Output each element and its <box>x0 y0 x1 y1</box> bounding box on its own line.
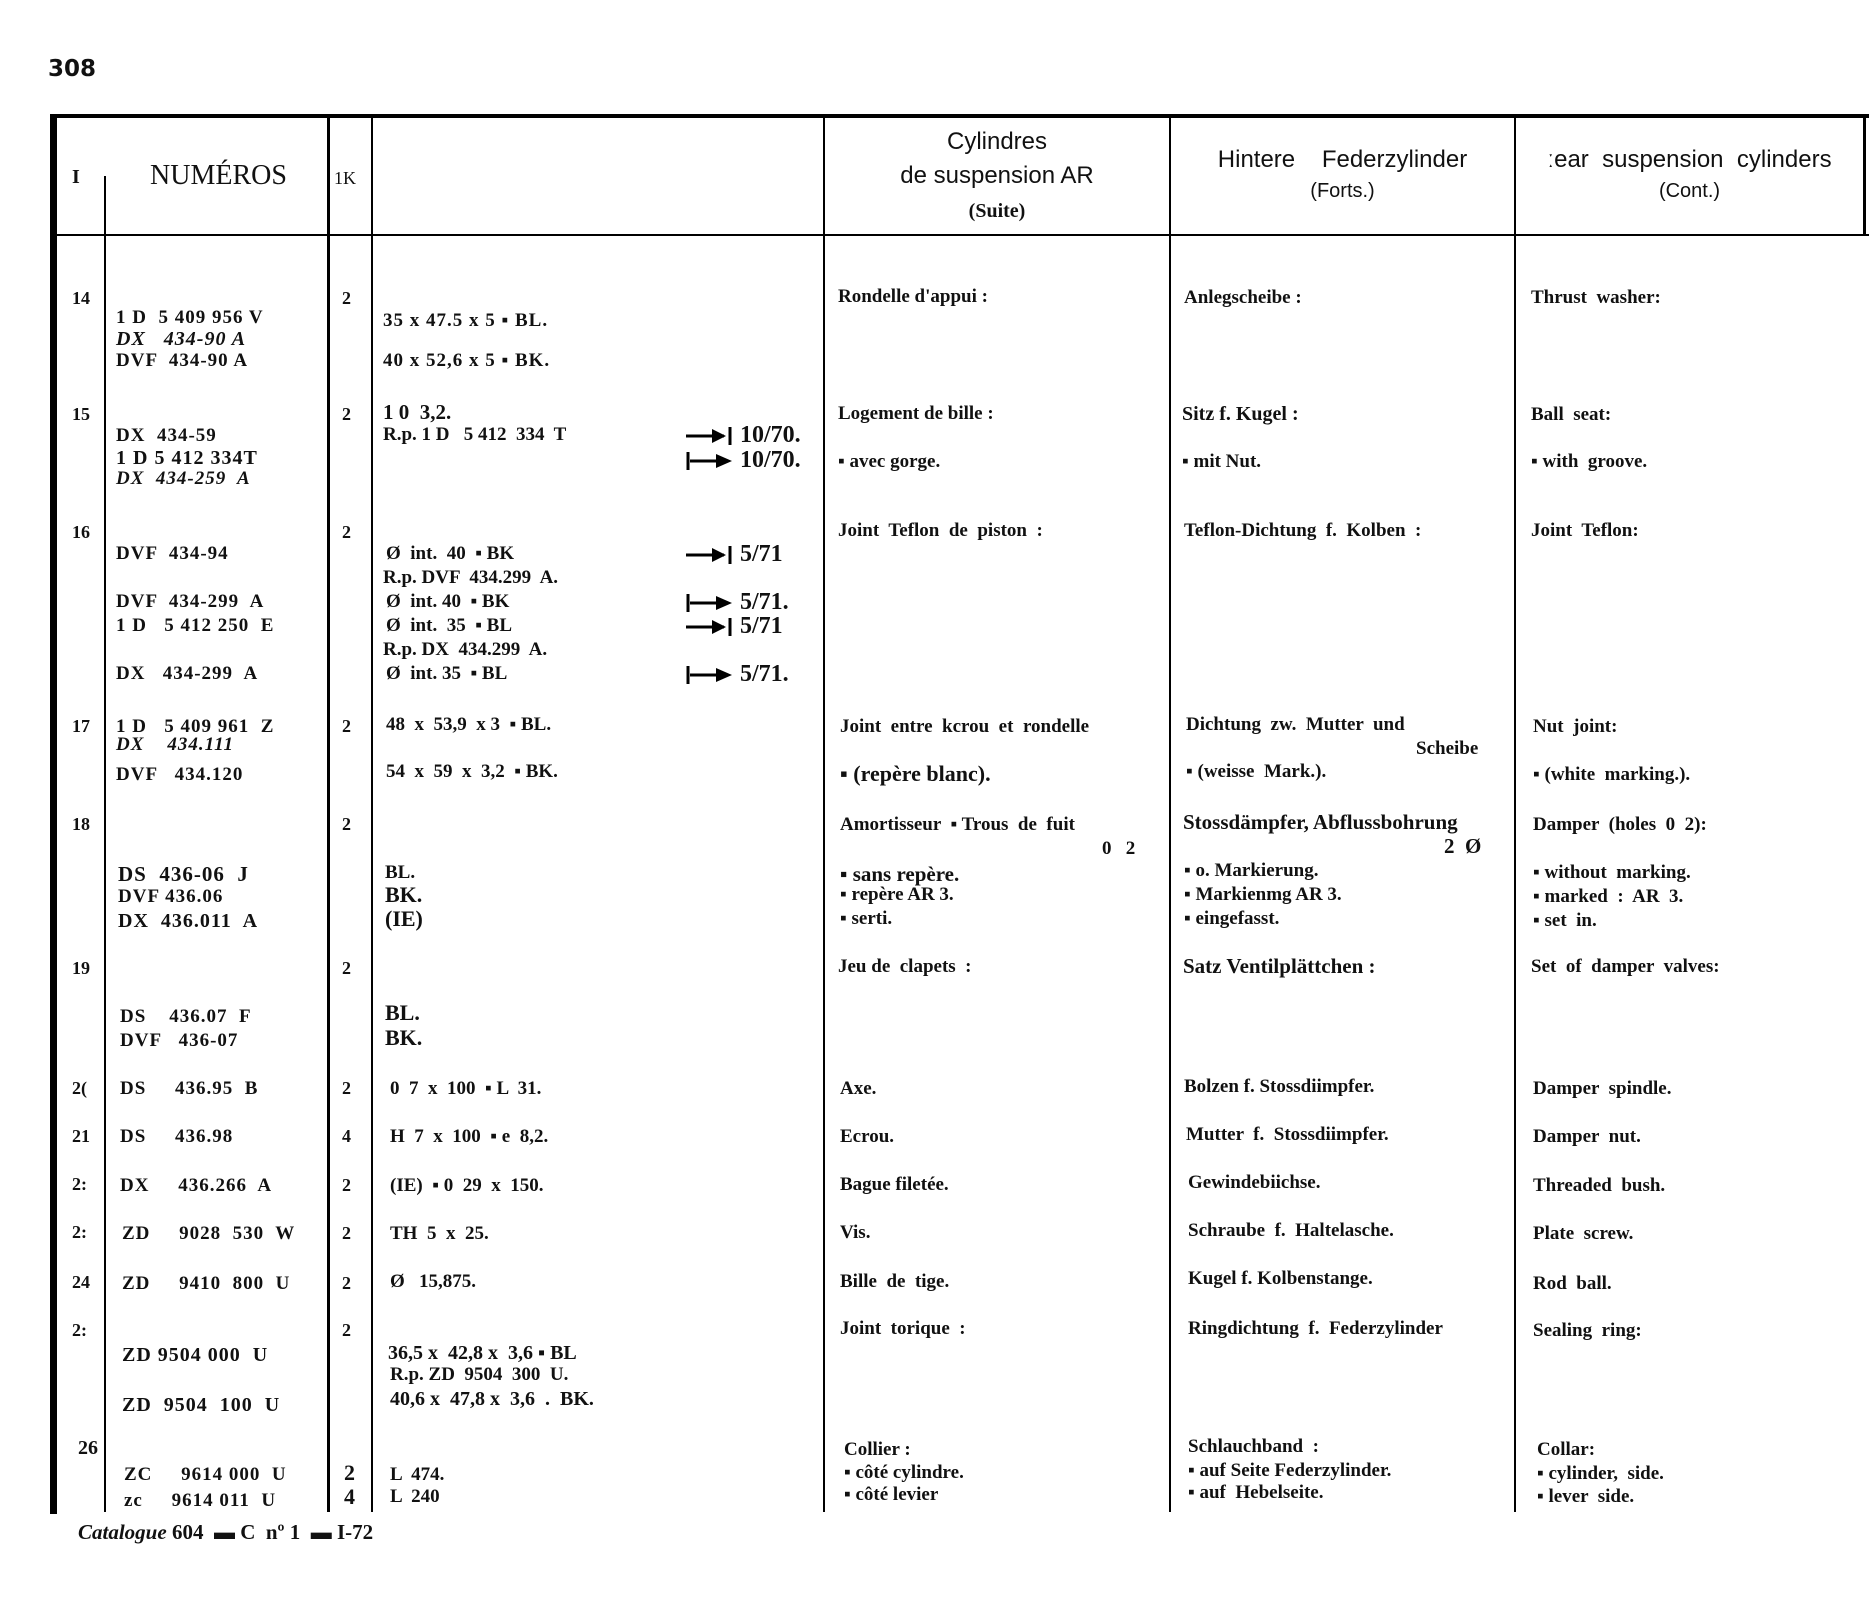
date-code: 5/71 <box>740 541 783 567</box>
part-number: DS 436.95 B <box>120 1078 259 1099</box>
row-index: 17 <box>72 716 90 736</box>
fr-description: Logement de bille : <box>838 403 994 424</box>
de-description: ▪ (weisse Mark.). <box>1186 761 1327 782</box>
de-description: Bolzen f. Stossdiimpfer. <box>1184 1076 1375 1097</box>
part-number: DX 434-299 A <box>116 663 259 684</box>
quantity: 2 <box>342 522 351 542</box>
arrow-from <box>686 447 801 474</box>
arrow-from-icon <box>686 593 734 613</box>
arrow-from <box>686 661 789 688</box>
date-code: 5/71 <box>740 613 783 639</box>
en-description: Plate screw. <box>1533 1223 1634 1244</box>
row-index: 16 <box>72 522 90 542</box>
header-fr-title-2: de suspension AR <box>900 162 1094 189</box>
spec-text: Ø int. 35 ▪ BL <box>386 663 508 684</box>
en-description: Thrust washer: <box>1531 287 1661 308</box>
de-description: Schlauchband : <box>1188 1436 1319 1457</box>
de-description: Mutter f. Stossdiimpfer. <box>1186 1124 1389 1145</box>
spec-text: BL. <box>385 1000 420 1025</box>
en-description: Damper (holes 0 2): <box>1533 814 1707 835</box>
quantity: 2 <box>342 1223 351 1243</box>
part-number: ZC 9614 000 U <box>124 1464 287 1485</box>
table-top-border <box>50 114 1869 118</box>
row-index: 2: <box>72 1222 87 1242</box>
fr-description: ▪ serti. <box>840 908 893 929</box>
spec-text: L 240 <box>390 1486 440 1507</box>
quantity: 2 <box>344 1460 355 1485</box>
de-description: Ringdichtung f. Federzylinder <box>1188 1318 1443 1339</box>
en-description: Rod ball. <box>1533 1273 1612 1294</box>
arrow-from <box>686 589 789 616</box>
arrow-until-icon <box>686 617 734 637</box>
de-description: ▪ Markienmg AR 3. <box>1184 884 1342 905</box>
header-col-numeros: NUMÉROS <box>150 160 287 191</box>
en-description: Damper nut. <box>1533 1126 1641 1147</box>
header-en-title: ːear suspension cylinders <box>1547 146 1832 173</box>
row-index: 21 <box>72 1126 90 1146</box>
part-number: 1 D 5 409 956 V <box>116 307 264 328</box>
arrow-until <box>686 613 783 640</box>
catalogue-reference: 604 ▬ C nº 1 ▬ I-72 <box>171 1520 374 1544</box>
part-number: DVF 436-07 <box>120 1030 239 1051</box>
spec-text: BL. <box>385 862 416 883</box>
col-divider-fr <box>823 116 825 1512</box>
fr-description: Joint entre kcrou et rondelle <box>840 716 1090 737</box>
header-col-qty: 1K <box>334 168 356 188</box>
fr-description: 0 2 <box>1102 838 1136 859</box>
row-index: 24 <box>72 1272 90 1292</box>
part-number: DX 434-59 <box>116 425 217 446</box>
de-description: Satz Ventilplättchen : <box>1183 954 1376 978</box>
spec-text: 54 x 59 x 3,2 ▪ BK. <box>386 761 558 782</box>
de-description: Dichtung zw. Mutter und <box>1186 714 1405 735</box>
row-index: 15 <box>72 404 90 424</box>
arrow-until <box>686 541 783 568</box>
row-index: 2: <box>72 1320 87 1340</box>
de-description: Schraube f. Haltelasche. <box>1188 1220 1394 1241</box>
en-description: ▪ without marking. <box>1533 862 1691 883</box>
en-description: Joint Teflon: <box>1531 520 1639 541</box>
spec-text: Ø int. 40 ▪ BK <box>386 591 510 612</box>
part-number: DVF 434-90 A <box>116 350 249 371</box>
page-number: 308 <box>48 56 97 82</box>
fr-description: Ecrou. <box>840 1126 895 1147</box>
quantity: 2 <box>342 1078 351 1098</box>
spec-text: 35 x 47.5 x 5 ▪ BL. <box>383 310 549 331</box>
spec-text: R.p. ZD 9504 300 U. <box>390 1364 569 1385</box>
date-code: 5/71. <box>740 589 789 615</box>
en-description: Sealing ring: <box>1533 1320 1642 1341</box>
spec-text: 0 7 x 100 ▪ L 31. <box>390 1078 542 1099</box>
de-description: Stossdämpfer, Abflussbohrung <box>1183 810 1458 834</box>
en-description: ▪ (white marking.). <box>1533 764 1691 785</box>
part-number: ZD 9504 000 U <box>122 1344 269 1366</box>
arrow-from-icon <box>686 665 734 685</box>
de-description: Anlegscheibe : <box>1184 287 1302 308</box>
header-fr-sub: (Suite) <box>968 200 1026 222</box>
fr-description: Rondelle d'appui : <box>838 286 988 307</box>
part-number: ZD 9504 100 U <box>122 1394 281 1416</box>
col-divider-de <box>1169 116 1171 1512</box>
table-right-border <box>1863 116 1866 236</box>
quantity: 4 <box>344 1484 355 1509</box>
spec-text: BK. <box>385 882 423 907</box>
spec-text: (IE) ▪ 0 29 x 150. <box>390 1175 544 1196</box>
spec-text: (IE) <box>385 906 423 931</box>
row-index: 18 <box>72 814 90 834</box>
part-number: ZD 9410 800 U <box>122 1273 291 1294</box>
de-description: ▪ auf Seite Federzylinder. <box>1188 1460 1392 1481</box>
arrow-until-icon <box>686 426 734 446</box>
de-description: Kugel f. Kolbenstange. <box>1188 1268 1373 1289</box>
fr-description: Vis. <box>840 1222 871 1243</box>
de-description: ▪ mit Nut. <box>1182 451 1262 472</box>
en-description: Collar: <box>1537 1439 1596 1460</box>
fr-description: ▪ sans repère. <box>840 862 960 886</box>
col-divider-numeros-left <box>104 176 106 1512</box>
part-number: DVF 436.06 <box>118 886 224 907</box>
fr-description: Joint torique : <box>840 1318 966 1339</box>
part-number: DX 434.111 <box>116 734 235 755</box>
en-description: ▪ set in. <box>1533 910 1597 931</box>
spec-text: 48 x 53,9 x 3 ▪ BL. <box>386 714 552 735</box>
table-left-border <box>50 114 57 1514</box>
quantity: 2 <box>342 404 351 424</box>
arrow-from-icon <box>686 451 734 471</box>
arrow-until-icon <box>686 545 734 565</box>
fr-description: ▪ côté cylindre. <box>844 1462 964 1483</box>
en-description: Ball seat: <box>1531 404 1612 425</box>
part-number: DVF 434.120 <box>116 764 244 785</box>
spec-text: 40 x 52,6 x 5 ▪ BK. <box>383 350 551 371</box>
fr-description: Amortisseur ▪ Trous de fuit <box>840 814 1075 835</box>
en-description: ▪ marked : AR 3. <box>1533 886 1684 907</box>
de-description: ▪ eingefasst. <box>1184 908 1280 929</box>
part-number: DVF 434-94 <box>116 543 229 564</box>
quantity: 2 <box>342 288 351 308</box>
catalogue-footer <box>78 1520 373 1545</box>
de-description: ▪ o. Markierung. <box>1184 860 1319 881</box>
fr-description: Joint Teflon de piston : <box>838 520 1043 541</box>
spec-text: TH 5 x 25. <box>390 1223 489 1244</box>
quantity: 2 <box>342 716 351 736</box>
part-number: 1 D 5 412 334T <box>116 447 258 469</box>
spec-text: L 474. <box>390 1464 445 1485</box>
part-number: DVF 434-299 A <box>116 591 265 612</box>
spec-text: 1 0 3,2. <box>383 400 452 424</box>
en-description: Damper spindle. <box>1533 1078 1672 1099</box>
date-code: 5/71. <box>740 661 789 687</box>
spec-text: Ø 15,875. <box>390 1271 477 1292</box>
header-en-sub: (Cont.) <box>1658 180 1721 202</box>
quantity: 2 <box>342 814 351 834</box>
arrow-until <box>686 422 801 449</box>
de-description: 2 Ø <box>1444 834 1482 858</box>
spec-text: R.p. DX 434.299 A. <box>383 639 548 660</box>
part-number: DS 436.07 F <box>120 1006 252 1027</box>
date-code: 10/70. <box>740 422 801 448</box>
quantity: 2 <box>342 958 351 978</box>
fr-description: Jeu de clapets : <box>838 956 972 977</box>
catalogue-label: Catalogue <box>78 1520 167 1544</box>
spec-text: R.p. 1 D 5 412 334 T <box>383 424 567 445</box>
header-col-index: I <box>72 166 80 188</box>
row-index: 14 <box>72 288 90 308</box>
de-description: Teflon-Dichtung f. Kolben : <box>1184 520 1422 541</box>
en-description: Nut joint: <box>1533 716 1618 737</box>
en-description: ▪ cylinder, side. <box>1537 1463 1664 1484</box>
fr-description: Collier : <box>844 1439 911 1460</box>
col-divider-en <box>1514 116 1516 1512</box>
part-number: DX 436.011 A <box>118 910 259 932</box>
de-description: Gewindebiichse. <box>1188 1172 1321 1193</box>
col-divider-specs <box>371 116 373 1512</box>
row-index: 26 <box>78 1437 98 1459</box>
spec-text: Ø int. 40 ▪ BK <box>386 543 515 564</box>
fr-description: Bille de tige. <box>840 1271 950 1292</box>
row-index: 2: <box>72 1174 87 1194</box>
spec-text: 36,5 x 42,8 x 3,6 ▪ BL <box>388 1342 577 1364</box>
fr-description: ▪ côté levier <box>844 1484 939 1505</box>
en-description: Threaded bush. <box>1533 1175 1666 1196</box>
date-code: 10/70. <box>740 447 801 473</box>
spec-text: BK. <box>385 1025 423 1050</box>
en-description: ▪ lever side. <box>1537 1486 1635 1507</box>
row-index: 2( <box>72 1078 87 1098</box>
en-description: Set of damper valves: <box>1531 956 1720 977</box>
part-number: 1 D 5 409 961 Z <box>116 716 275 737</box>
part-number: DX 434-90 A <box>116 328 247 350</box>
fr-description: ▪ avec gorge. <box>838 451 941 472</box>
part-number: 1 D 5 412 250 E <box>116 615 275 636</box>
spec-text: Ø int. 35 ▪ BL <box>386 615 513 636</box>
header-fr-title-1: Cylindres <box>946 128 1048 155</box>
fr-description: Axe. <box>840 1078 877 1099</box>
quantity: 2 <box>342 1320 351 1340</box>
part-number: ZD 9028 530 W <box>122 1223 296 1244</box>
row-index: 19 <box>72 958 90 978</box>
header-de-title: Hintere Federzylinder <box>1217 146 1468 173</box>
col-divider-qty <box>327 116 330 1512</box>
de-description: ▪ auf Hebelseite. <box>1188 1482 1324 1503</box>
spec-text: 40,6 x 47,8 x 3,6 . BK. <box>390 1388 594 1410</box>
de-description: Sitz f. Kugel : <box>1182 403 1299 425</box>
part-number: DS 436-06 J <box>118 862 249 886</box>
part-number: DX 436.266 A <box>120 1175 273 1196</box>
part-number: zc 9614 011 U <box>124 1490 277 1511</box>
header-de-sub: (Forts.) <box>1310 180 1375 202</box>
spec-text: H 7 x 100 ▪ e 8,2. <box>390 1126 549 1147</box>
quantity: 2 <box>342 1273 351 1293</box>
part-number: DS 436.98 <box>120 1126 234 1147</box>
de-description: Scheibe <box>1416 738 1479 759</box>
quantity: 4 <box>342 1126 351 1146</box>
fr-description: ▪ repère AR 3. <box>840 884 954 905</box>
fr-description: Bague filetée. <box>840 1174 949 1195</box>
quantity: 2 <box>342 1175 351 1195</box>
spec-text: R.p. DVF 434.299 A. <box>383 567 559 588</box>
en-description: ▪ with groove. <box>1531 451 1648 472</box>
fr-description: ▪ (repère blanc). <box>840 761 991 786</box>
part-number: DX 434-259 A <box>116 468 251 489</box>
